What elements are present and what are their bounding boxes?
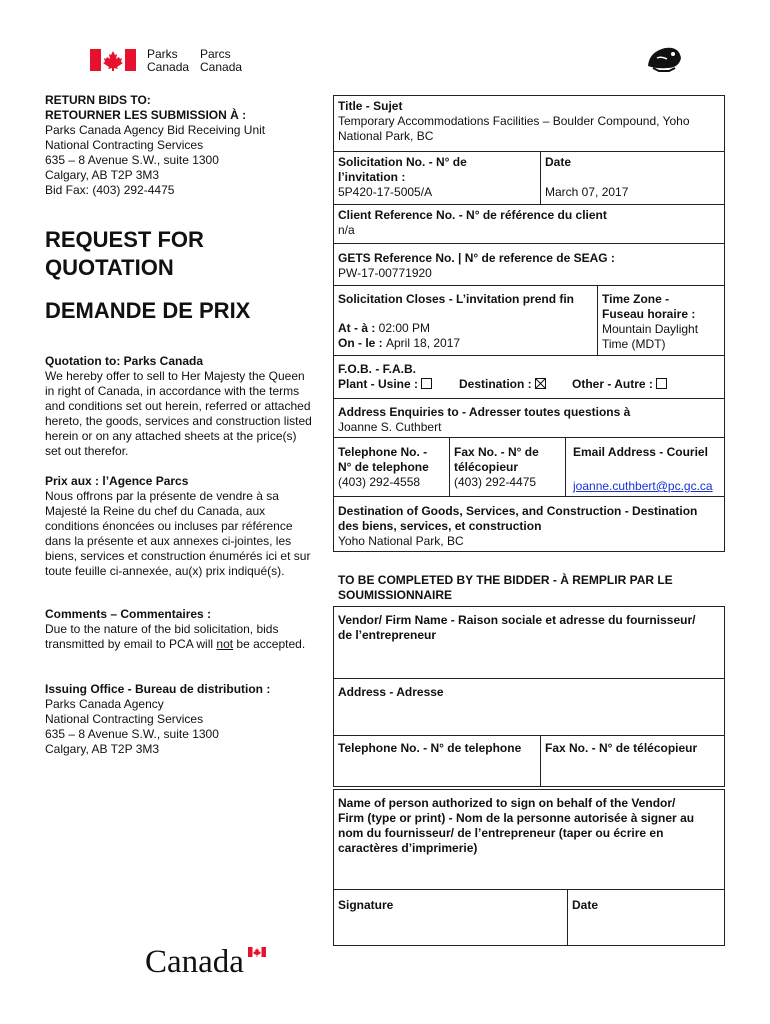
return-bids-line: 635 – 8 Avenue S.W., suite 1300 <box>45 153 219 167</box>
time-zone-value-2: Time (MDT) <box>602 337 666 351</box>
time-zone-cell <box>597 285 725 356</box>
quotation-to-block <box>45 354 335 459</box>
vendor-name-label-2: de l’entrepreneur <box>338 628 437 642</box>
plant-option[interactable] <box>338 377 432 392</box>
issuing-line: 635 – 8 Avenue S.W., suite 1300 <box>45 727 219 741</box>
parks-fr-line1: Parcs <box>200 47 231 61</box>
issuing-line: Parks Canada Agency <box>45 697 164 711</box>
address-enquiries-cell <box>333 398 725 438</box>
client-reference-label: Client Reference No. - N° de référence du client <box>338 208 607 222</box>
comments-line2-post: be accepted. <box>233 637 306 651</box>
address-field[interactable] <box>333 678 725 736</box>
signature-field[interactable] <box>333 889 568 946</box>
fob-options <box>338 377 720 393</box>
parks-canada-signature <box>90 47 250 73</box>
quotation-line: We hereby offer to sell to Her Majesty the Queen <box>45 369 305 383</box>
issuing-line: Calgary, AB T2P 3M3 <box>45 742 160 756</box>
closes-at-label: At - à : <box>338 321 379 335</box>
quotation-line: set out therefor. <box>45 444 129 458</box>
telephone-label-2: N° de telephone <box>338 460 429 474</box>
authorized-person-label-2: Firm (type or print) - Nom de la personne autorisée à signer au <box>338 811 695 825</box>
comments-line1: Due to the nature of the bid solicitation, bids <box>45 622 279 636</box>
bidder-title-line2: SOUMISSIONNAIRE <box>338 588 453 602</box>
destination-goods-label-1: Destination of Goods, Services, and Construction - Destination <box>338 504 698 518</box>
fax-cell <box>449 437 566 497</box>
address-enquiries-label: Address Enquiries to - Adresser toutes questions à <box>338 405 631 419</box>
plant-label: Plant - Usine : <box>338 377 419 391</box>
prix-aux-line: biens, services et construction énumérés ici et sur <box>45 549 311 563</box>
closes-on-line <box>338 336 593 351</box>
return-bids-line: Parks Canada Agency Bid Receiving Unit <box>45 123 266 137</box>
parks-fr-line2: Canada <box>200 60 243 74</box>
prix-aux-line: toute feuille ci-annexée, au(x) prix indiqué(s). <box>45 564 285 578</box>
solicitation-number-value: 5P420-17-5005/A <box>338 185 433 199</box>
rfq-heading-line1: REQUEST FOR <box>45 227 204 252</box>
prix-aux-line: Majesté la Reine du chef du Canada, aux <box>45 504 266 518</box>
telephone-cell <box>333 437 450 497</box>
fob-cell <box>333 355 725 399</box>
return-bids-line: Bid Fax: (403) 292-4475 <box>45 183 175 197</box>
bidder-telephone-label: Telephone No. - N° de telephone <box>338 741 522 755</box>
email-label: Email Address - Couriel <box>573 445 708 459</box>
canada-wordmark-text: Canada <box>145 944 244 980</box>
title-cell <box>333 95 725 152</box>
quotation-to-title: Quotation to: Parks Canada <box>45 354 204 368</box>
bidder-fax-field[interactable] <box>540 735 725 787</box>
telephone-value: (403) 292-4558 <box>338 475 421 489</box>
solicitation-closes-cell <box>333 285 598 356</box>
address-enquiries-value: Joanne S. Cuthbert <box>338 420 442 434</box>
solicitation-number-label-1: Solicitation No. - N° de <box>338 155 467 169</box>
destination-goods-label-2: des biens, services, et construction <box>338 519 542 533</box>
return-bids-line: Calgary, AB T2P 3M3 <box>45 168 160 182</box>
solicitation-closes-label: Solicitation Closes - L’invitation prend fin <box>338 292 575 306</box>
prix-aux-title: Prix aux : l’Agence Parcs <box>45 474 189 488</box>
other-option[interactable] <box>572 377 667 392</box>
quotation-line: and conditions set out herein, referred or attached <box>45 399 311 413</box>
fax-label-1: Fax No. - N° de <box>454 445 539 459</box>
gets-reference-label: GETS Reference No. | N° de reference de SEAG : <box>338 251 615 265</box>
plant-checkbox[interactable] <box>421 378 432 389</box>
closes-at-line <box>338 321 593 336</box>
comments-line2-pre: transmitted by email to PCA will <box>45 637 217 651</box>
quotation-line: herein or on any attached sheets at the price(s) <box>45 429 297 443</box>
bidder-fax-label: Fax No. - N° de télécopieur <box>545 741 698 755</box>
gets-reference-cell <box>333 243 725 286</box>
fax-label-2: télécopieur <box>454 460 519 474</box>
title-value-line2: National Park, BC <box>338 129 434 143</box>
other-label: Other - Autre : <box>572 377 653 391</box>
signature-label: Signature <box>338 898 394 912</box>
bidder-title-line1: TO BE COMPLETED BY THE BIDDER - À REMPLIR PAR LE <box>338 573 673 587</box>
prix-aux-line: Nous offrons par la présente de vendre à sa <box>45 489 279 503</box>
authorized-person-label-1: Name of person authorized to sign on behalf of the Vendor/ <box>338 796 676 810</box>
vendor-name-field[interactable] <box>333 606 725 679</box>
fax-value: (403) 292-4475 <box>454 475 537 489</box>
address-label: Address - Adresse <box>338 685 444 699</box>
authorized-person-field[interactable] <box>333 789 725 890</box>
closes-on-label: On - le : <box>338 336 386 350</box>
issuing-office-block <box>45 682 335 757</box>
authorized-person-label-3: nom du fournisseur/ de l’entrepreneur (taper ou écrire en <box>338 826 664 840</box>
comments-title: Comments – Commentaires : <box>45 607 212 621</box>
authorized-person-label-4: caractères d’imprimerie) <box>338 841 478 855</box>
solicitation-number-cell <box>333 151 541 205</box>
destination-goods-cell <box>333 496 725 552</box>
date-cell <box>540 151 725 205</box>
time-zone-label-2: Fuseau horaire : <box>602 307 696 321</box>
time-zone-value-1: Mountain Daylight <box>602 322 699 336</box>
solicitation-number-label-2: l’invitation : <box>338 170 406 184</box>
gets-reference-value: PW-17-00771920 <box>338 266 432 280</box>
return-bids-title: RETURN BIDS TO: <box>45 93 151 107</box>
return-bids-line: National Contracting Services <box>45 138 204 152</box>
other-checkbox[interactable] <box>656 378 667 389</box>
destination-goods-value: Yoho National Park, BC <box>338 534 464 548</box>
client-reference-cell <box>333 204 725 244</box>
issuing-line: National Contracting Services <box>45 712 204 726</box>
prix-aux-block <box>45 474 335 579</box>
canada-flag-icon <box>90 49 136 71</box>
signature-date-field[interactable] <box>567 889 725 946</box>
return-bids-title-fr: RETOURNER LES SUBMISSION À : <box>45 108 247 122</box>
email-link[interactable]: joanne.cuthbert@pc.gc.ca <box>573 479 713 493</box>
prix-aux-line: dans la présente et aux annexes ci-jointes, les <box>45 534 292 548</box>
beaver-logo-icon <box>645 42 685 74</box>
parks-en-line2: Canada <box>147 60 190 74</box>
time-zone-label-1: Time Zone - <box>602 292 670 306</box>
rfq-heading <box>45 226 325 282</box>
vendor-name-label-1: Vendor/ Firm Name - Raison sociale et adresse du fournisseur/ <box>338 613 696 627</box>
canada-wordmark-flag-icon <box>248 947 266 957</box>
email-cell <box>565 437 725 497</box>
destination-label: Destination : <box>459 377 532 391</box>
parks-en-line1: Parks <box>147 47 178 61</box>
closes-on-value: April 18, 2017 <box>386 336 461 350</box>
comments-not-emphasis: not <box>216 637 234 651</box>
closes-at-value: 02:00 PM <box>378 321 431 335</box>
title-label: Title - Sujet <box>338 99 403 113</box>
destination-checkbox[interactable] <box>535 378 546 389</box>
destination-option[interactable] <box>459 377 546 392</box>
bidder-section-title <box>338 573 728 603</box>
client-reference-value: n/a <box>338 223 355 237</box>
issuing-office-title: Issuing Office - Bureau de distribution : <box>45 682 271 696</box>
title-value-line1: Temporary Accommodations Facilities – Boulder Compound, Yoho <box>338 114 690 128</box>
bidder-telephone-field[interactable] <box>333 735 541 787</box>
demande-heading: DEMANDE DE PRIX <box>45 298 251 323</box>
quotation-line: hereto, the goods, services and construction listed <box>45 414 312 428</box>
fob-label: F.O.B. - F.A.B. <box>338 362 416 376</box>
date-value: March 07, 2017 <box>545 185 629 199</box>
return-bids-block <box>45 93 335 198</box>
canada-wordmark <box>145 944 244 980</box>
rfq-heading-line2: QUOTATION <box>45 255 174 280</box>
quotation-line: in right of Canada, in accordance with the terms <box>45 384 300 398</box>
telephone-label-1: Telephone No. - <box>338 445 428 459</box>
date-label: Date <box>545 155 572 169</box>
prix-aux-line: conditions énoncées ou incluses par référence <box>45 519 293 533</box>
comments-block <box>45 607 335 652</box>
comments-line2 <box>45 637 335 652</box>
signature-date-label: Date <box>572 898 599 912</box>
